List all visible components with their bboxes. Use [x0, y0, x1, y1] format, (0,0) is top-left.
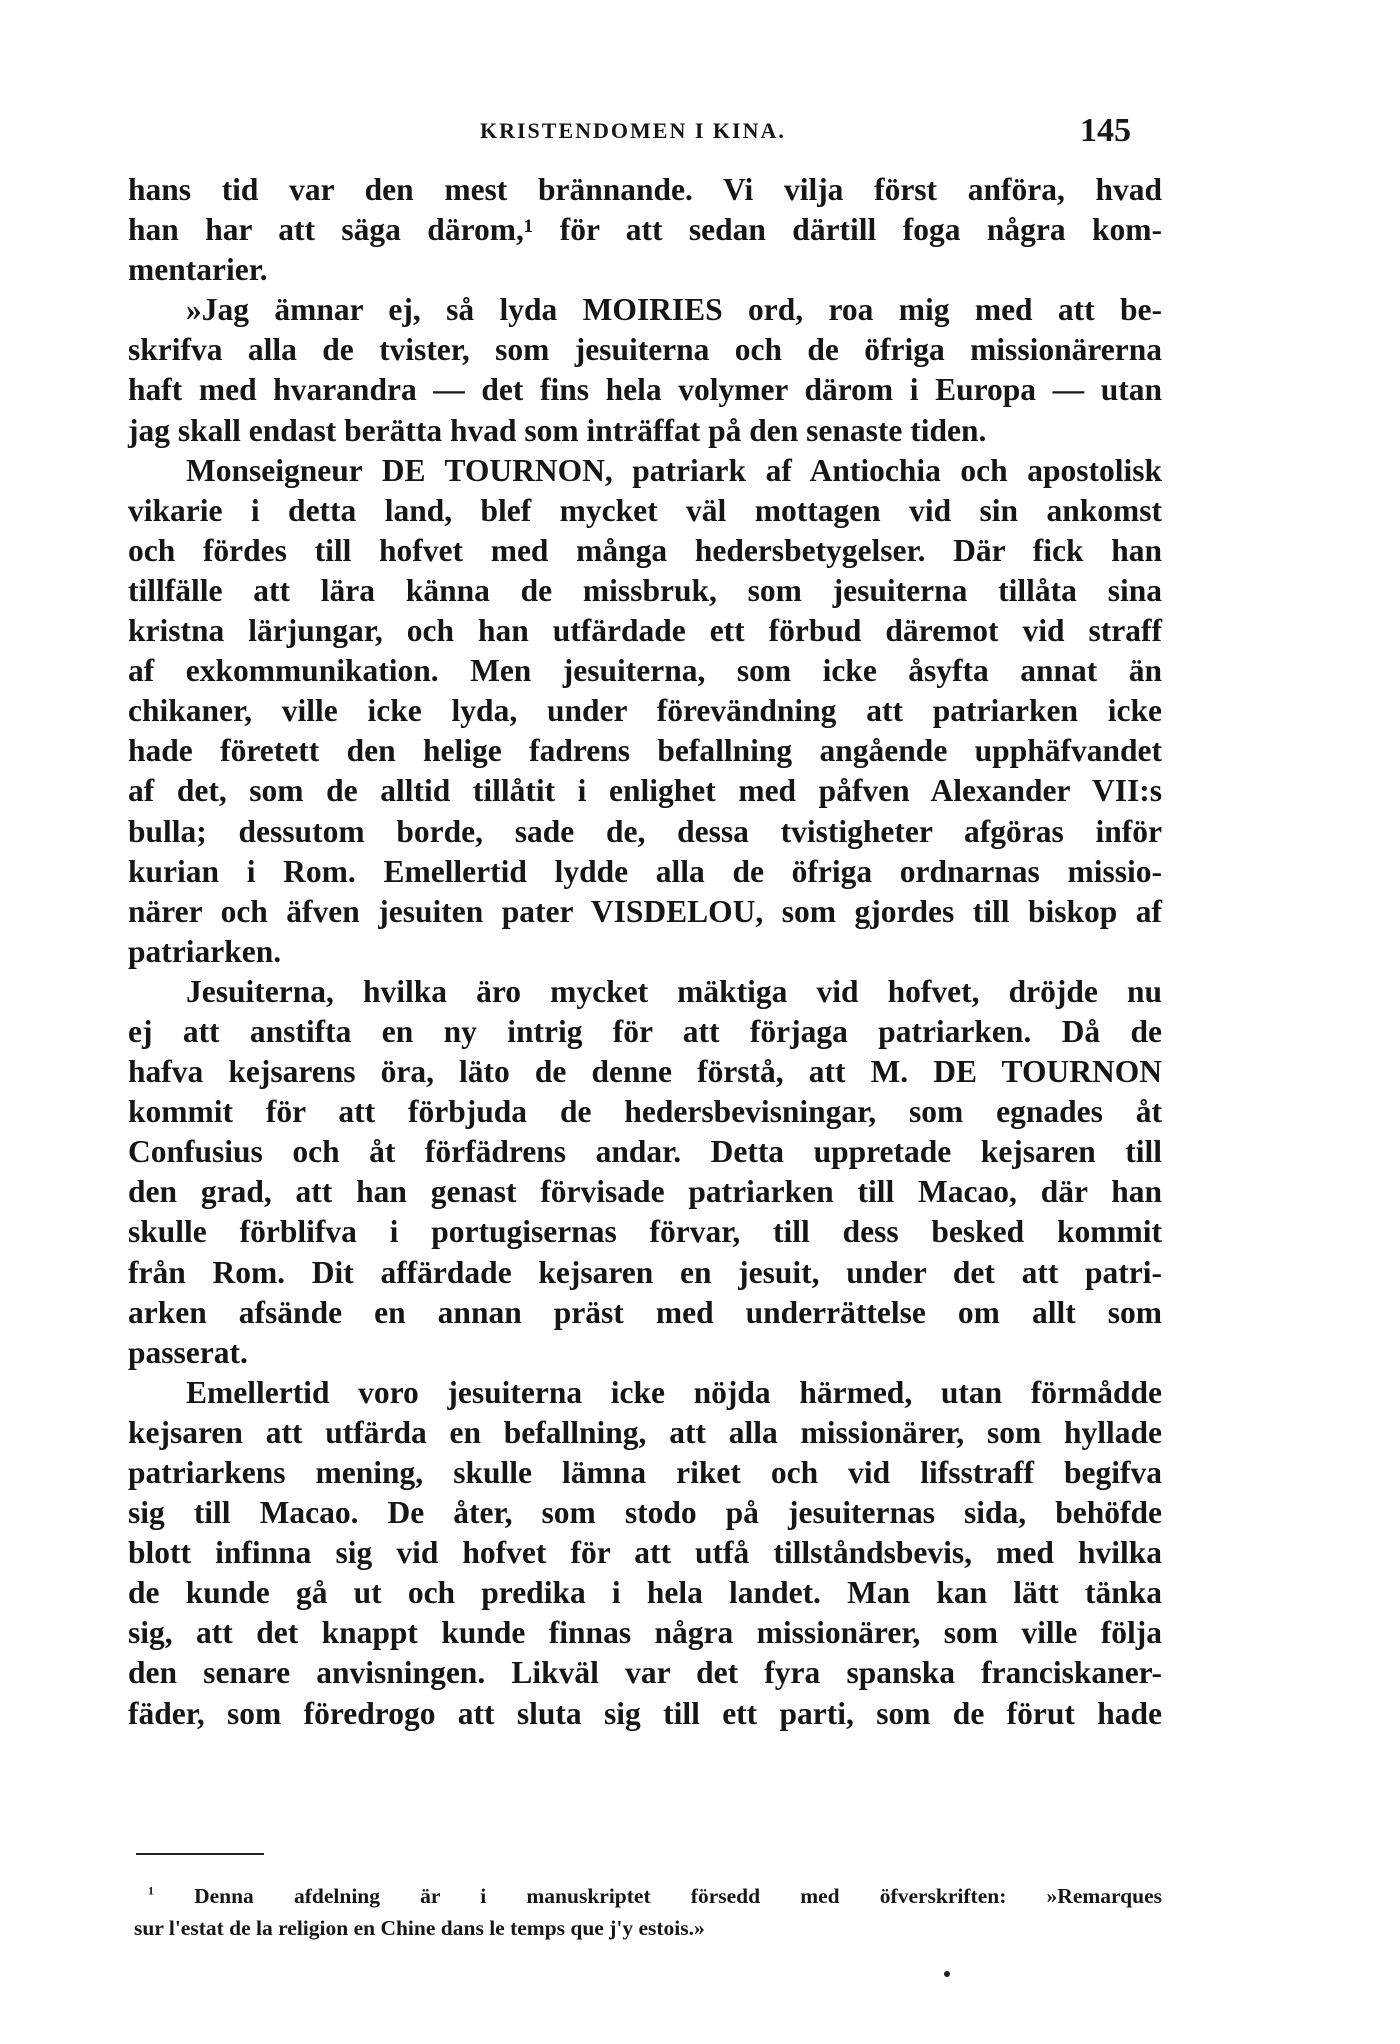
text-line: Monseigneur DE TOURNON, patriark af Antiochia och apostolisk — [186, 452, 1162, 488]
text-line: mentarier. — [128, 252, 268, 288]
text-line: »Jag ämnar ej, så lyda MOIRIES ord, roa mig med att be- — [186, 292, 1162, 328]
text-line: den senare anvisningen. Likväl var det fyra spanska franciskaner- — [128, 1655, 1162, 1691]
body-text — [128, 170, 1162, 1734]
footnote-marker: 1 — [148, 1883, 154, 1898]
text-line: skulle förblifva i portugisernas förvar, till dess besked kommit — [128, 1214, 1162, 1250]
text-line: passerat. — [128, 1334, 248, 1370]
footnote-line — [134, 1880, 1162, 1912]
text-line: vikarie i detta land, blef mycket väl mottagen vid sin ankomst — [128, 492, 1162, 528]
text-line: patriarken. — [128, 933, 282, 969]
text-line: sig till Macao. De åter, som stodo på jesuiternas sida, behöfde — [128, 1495, 1162, 1531]
text-line: kejsaren att utfärda en befallning, att alla missionärer, som hyllade — [128, 1414, 1162, 1450]
footnote-divider — [136, 1853, 264, 1855]
text-line: kristna lärjungar, och han utfärdade ett förbud däremot vid straff — [128, 613, 1162, 649]
text-line: bulla; dessutom borde, sade de, dessa tvistigheter afgöras inför — [128, 813, 1162, 849]
text-line: Jesuiterna, hvilka äro mycket mäktiga vid hofvet, dröjde nu — [186, 973, 1162, 1009]
text-line: den grad, att han genast förvisade patriarken till Macao, där han — [128, 1174, 1162, 1210]
text-line: och fördes till hofvet med många hedersbetygelser. Där fick han — [128, 532, 1162, 568]
text-line: närer och äfven jesuiten pater VISDELOU, som gjordes till biskop af — [128, 893, 1162, 929]
footnote-text: Denna afdelning är i manuskriptet försedd med öfverskriften: »Remarques — [194, 1884, 1163, 1908]
text-line: han har att säga därom,¹ för att sedan därtill foga några kom- — [128, 212, 1162, 248]
text-line: tillfälle att lära känna de missbruk, som jesuiterna tillåta sina — [128, 572, 1162, 608]
text-line: kurian i Rom. Emellertid lydde alla de öfriga ordnarnas missio- — [128, 853, 1162, 889]
text-line: hans tid var den mest brännande. Vi vilja först anföra, hvad — [128, 172, 1162, 207]
text-line: chikaner, ville icke lyda, under förevändning att patriarken icke — [128, 693, 1162, 729]
text-line: haft med hvarandra — det fins hela volymer därom i Europa — utan — [128, 372, 1162, 408]
ink-speck — [944, 1971, 950, 1977]
text-line: af exkommunikation. Men jesuiterna, som icke åsyfta annat än — [128, 653, 1162, 689]
text-line: hade företett den helige fadrens befallning angående upphäfvandet — [128, 733, 1162, 769]
text-line: sig, att det knappt kunde finnas några missionärer, som ville följa — [128, 1615, 1162, 1651]
page-number: 145 — [1080, 112, 1131, 149]
text-line: arken afsände en annan präst med underrättelse om allt som — [128, 1294, 1162, 1330]
running-title: KRISTENDOMEN I KINA. — [480, 118, 786, 143]
text-line: kommit för att förbjuda de hedersbevisningar, som egnades åt — [128, 1094, 1162, 1130]
text-line: från Rom. Dit affärdade kejsaren en jesuit, under det att patri- — [128, 1254, 1162, 1290]
text-line: Confusius och åt förfädrens andar. Detta uppretade kejsaren till — [128, 1134, 1162, 1170]
text-line: ej att anstifta en ny intrig för att förjaga patriarken. Då de — [128, 1013, 1162, 1049]
text-line: hafva kejsarens öra, läto de denne förstå, att M. DE TOURNON — [128, 1054, 1162, 1090]
text-line: af det, som de alltid tillåtit i enlighet med påfven Alexander VII:s — [128, 773, 1162, 809]
footnote-line: sur l'estat de la religion en Chine dans le temps que j'y estois.» — [134, 1916, 705, 1940]
text-line: blott infinna sig vid hofvet för att utfå tillståndsbevis, med hvilka — [128, 1535, 1162, 1571]
text-line: patriarkens mening, skulle lämna riket och vid lifsstraff begifva — [128, 1455, 1162, 1490]
text-line: de kunde gå ut och predika i hela landet. Man kan lätt tänka — [128, 1575, 1162, 1611]
footnotes — [134, 1880, 1162, 1944]
text-line: Emellertid voro jesuiterna icke nöjda härmed, utan förmådde — [186, 1374, 1162, 1410]
text-line: jag skall endast berätta hvad som inträffat på den senaste tiden. — [128, 412, 987, 448]
text-line: fäder, som föredrogo att sluta sig till ett parti, som de förut hade — [128, 1695, 1162, 1731]
page-header — [0, 112, 1400, 152]
text-line: skrifva alla de tvister, som jesuiterna och de öfriga missionärerna — [128, 332, 1162, 368]
